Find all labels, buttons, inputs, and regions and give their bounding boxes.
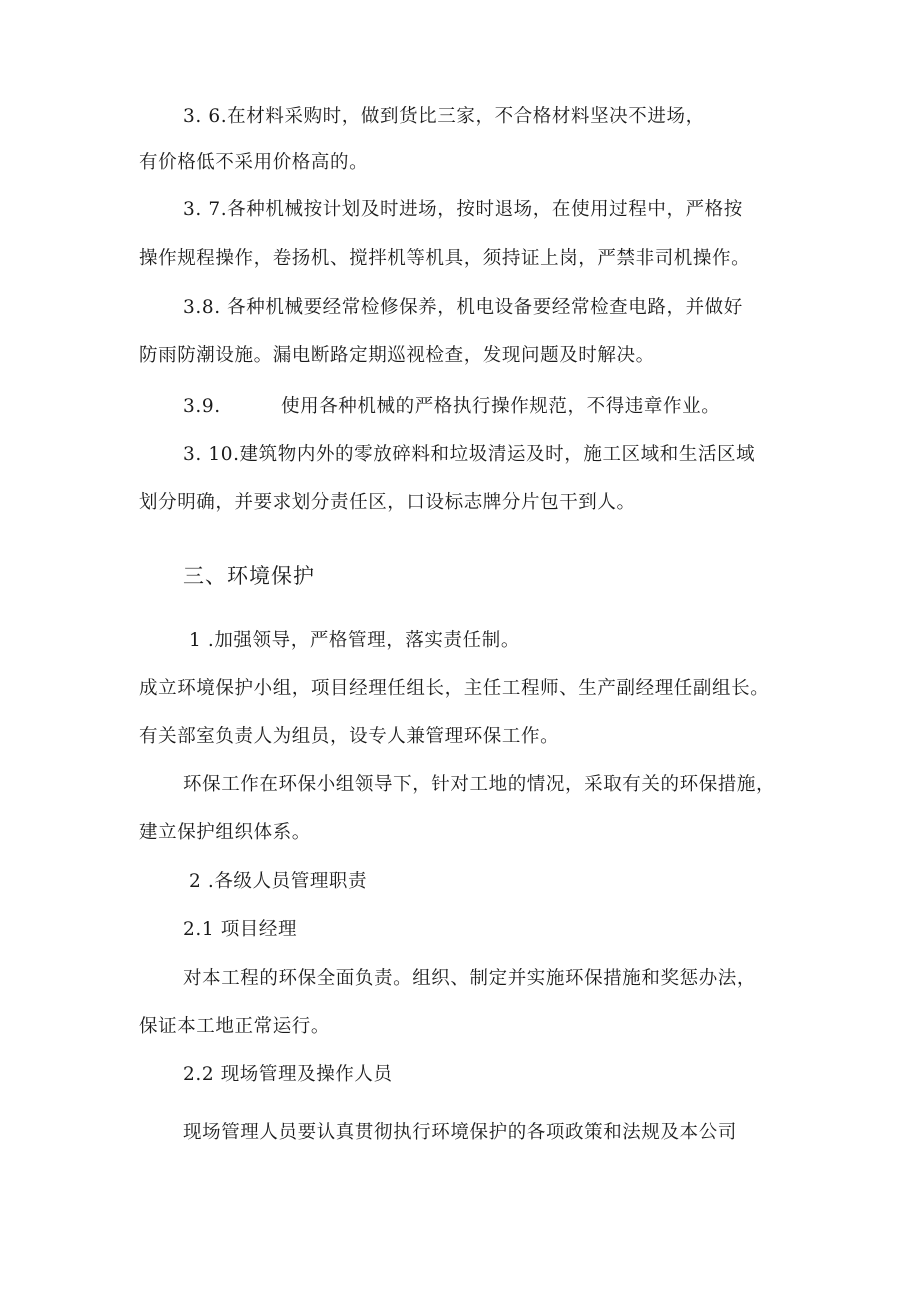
item-2-2-line-1: 现场管理人员要认真贯彻执行环境保护的各项政策和法规及本公司 <box>183 1122 737 1143</box>
item-1-line-2: 有关部室负责人为组员，设专人兼管理环保工作。 <box>139 726 560 747</box>
item-1-title: 1 .加强领导，严格管理，落实责任制。 <box>189 630 520 651</box>
item-1-line-1: 成立环境保护小组，项目经理任组长，主任工程师、生产副经理任副组长。 <box>139 678 770 699</box>
item-2-1-title: 2.1 项目经理 <box>183 919 298 940</box>
item-2-2-title: 2.2 现场管理及操作人员 <box>183 1064 393 1085</box>
para-3-8-line-1: 3.8. 各种机械要经常检修保养，机电设备要经常检查电路，并做好 <box>183 297 743 318</box>
item-1-para-2-line-2: 建立保护组织体系。 <box>139 822 311 843</box>
para-3-7-line-1: 3. 7.各种机械按计划及时进场，按时退场，在使用过程中，严格按 <box>183 199 743 220</box>
para-3-9-number: 3.9. <box>183 396 221 417</box>
para-3-10-line-1: 3. 10.建筑物内外的零放碎料和垃圾清运及时，施工区域和生活区域 <box>183 444 756 465</box>
para-3-8-line-2: 防雨防潮设施。漏电断路定期巡视检查，发现问题及时解决。 <box>139 345 655 366</box>
para-3-9-text: 使用各种机械的严格执行操作规范，不得违章作业。 <box>281 396 721 417</box>
item-2-1-line-1: 对本工程的环保全面负责。组织、制定并实施环保措施和奖惩办法， <box>183 968 757 989</box>
item-2-1-line-2: 保证本工地正常运行。 <box>139 1016 331 1037</box>
item-1-para-2-line-1: 环保工作在环保小组领导下，针对工地的情况，采取有关的环保措施， <box>183 774 776 795</box>
item-2-title: 2 .各级人员管理职责 <box>189 871 368 892</box>
para-3-10-line-2: 划分明确，并要求划分责任区，口设标志牌分片包干到人。 <box>139 492 636 513</box>
section-heading-environment: 三、环境保护 <box>183 564 315 588</box>
para-3-6-line-1: 3. 6.在材料采购时，做到货比三家，不合格材料坚决不进场， <box>183 106 705 127</box>
para-3-6-line-2: 有价格低不采用价格高的。 <box>139 152 369 173</box>
para-3-7-line-2: 操作规程操作，卷扬机、搅拌机等机具，须持证上岗，严禁非司机操作。 <box>139 248 751 269</box>
